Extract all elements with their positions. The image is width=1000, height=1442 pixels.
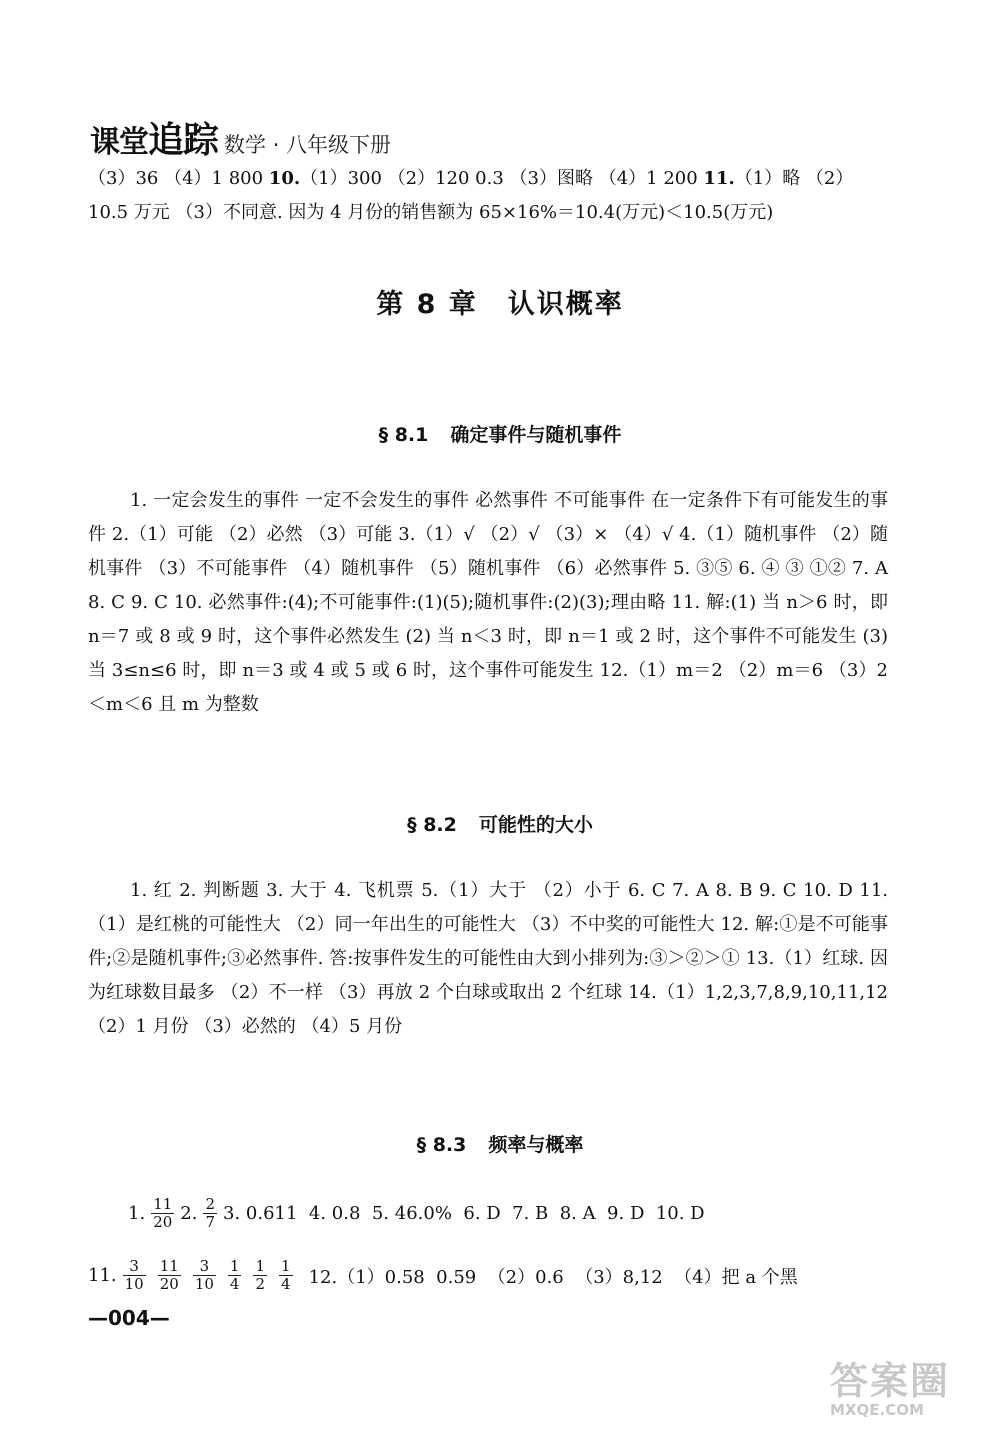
fraction xyxy=(279,1258,293,1293)
chapter-heading xyxy=(0,282,1000,321)
watermark-url: MXQE.COM xyxy=(830,1401,924,1419)
question-number: 11. xyxy=(88,1265,117,1286)
watermark-title: 答案圈 xyxy=(830,1359,951,1403)
fraction-denominator: 2 xyxy=(255,1275,266,1293)
fraction-numerator: 3 xyxy=(193,1258,216,1276)
fraction-denominator: 10 xyxy=(124,1275,144,1293)
section-8-3-line-1 xyxy=(128,1196,908,1231)
fraction-denominator: 4 xyxy=(281,1275,291,1293)
section-title: 确定事件与随机事件 xyxy=(450,424,622,446)
fraction-numerator: 11 xyxy=(153,1195,173,1213)
brand-text-a: 课堂 xyxy=(90,125,148,160)
section-8-1-answers: 1. 一定会发生的事件 一定不会发生的事件 必然事件 不可能事件 在一定条件下有可能发生的事件 2.（1）可能 （2）必然 （3）可能 3.（1）√ （2）√ （3）× （4）√ 4.（1）随机事件 （2）随机事件 （3）不可能事件 （4）随机事件 （5）随机事件 （6）必然事件 5. ③⑤ 6. ④ ③ ①② 7. A 8. C 9. C 10. 必然事件:(4);不可能事件:(1)(5);随机事件:(2)(3);理由略 11. 解:(1) 当 n＞6 时，即 n＝7 或 8 或 9 时，这个事件必然发生 (2) 当 n＜3 时，即 n＝1 或 2 时，这个事件不可能发生 (3) 当 3≤n≤6 时，即 n＝3 或 4 或 5 或 6 时，这个事件可能发生 12.（1）m＝2 （2）m＝6 （3）2＜m＜6 且 m 为整数 xyxy=(88,490,888,715)
fraction-numerator: 3 xyxy=(123,1258,146,1276)
fraction-numerator: 2 xyxy=(205,1195,216,1213)
fraction-numerator: 1 xyxy=(229,1257,240,1275)
fraction xyxy=(123,1258,146,1293)
fraction xyxy=(193,1258,216,1293)
question-number: 11. xyxy=(703,168,735,189)
question-number: 2. xyxy=(180,1203,198,1224)
fraction-numerator: 1 xyxy=(255,1257,266,1275)
fraction xyxy=(253,1258,267,1293)
answers-text: 12.（1）0.58 0.59 （2）0.6 （3）8,12 （4）把 a 个黑 xyxy=(308,1266,798,1288)
fraction xyxy=(228,1258,242,1293)
chapter-title: 认识概率 xyxy=(507,289,624,320)
fraction-denominator: 20 xyxy=(153,1213,173,1231)
question-number: 1. xyxy=(128,1203,146,1224)
intro-text-a: （3）36 （4）1 800 xyxy=(88,168,269,189)
section-number: § 8.2 xyxy=(407,814,457,836)
section-heading-8-1 xyxy=(0,420,1000,447)
fraction-denominator: 4 xyxy=(229,1275,240,1293)
section-heading-8-2 xyxy=(0,810,1000,837)
fraction-denominator: 7 xyxy=(205,1213,216,1231)
intro-answers xyxy=(88,162,888,230)
question-number: 10. xyxy=(268,168,301,189)
fraction-denominator: 10 xyxy=(194,1275,214,1293)
section-number: § 8.1 xyxy=(378,424,429,446)
section-title: 可能性的大小 xyxy=(478,814,593,836)
intro-text-b: （1）300 （2）120 0.3 （3）图略 （4）1 200 xyxy=(300,168,704,189)
intro-text-c: （1）略 （2） xyxy=(734,168,854,189)
section-number: § 8.3 xyxy=(416,1134,467,1156)
subject-title: 数学 · 八年级下册 xyxy=(224,133,392,157)
page-number: —004— xyxy=(88,1306,170,1330)
book-header xyxy=(90,112,391,163)
intro-text-line2: 10.5 万元 （3）不同意. 因为 4 月份的销售额为 65×16%＝10.4(万元)＜10.5(万元) xyxy=(88,202,774,223)
section-8-2-answers: 1. 红 2. 判断题 3. 大于 4. 飞机票 5.（1）大于 （2）小于 6. C 7. A 8. B 9. C 10. D 11.（1）是红桃的可能性大 （2）同一年出生的可能性大 （3）不中奖的可能性大 12. 解:①是不可能事件;②是随机事件;③必然事件. 答:按事件发生的可能性由大到小排列为:③＞②＞① 13.（1）红球. 因为红球数目最多 （2）不一样 （3）再放 2 个白球或取出 2 个红球 14.（1）1,2,3,7,8,9,10,11,12 （2）1 月份 （3）必然的 （4）5 月份 xyxy=(88,880,888,1037)
brand-logo xyxy=(90,112,218,163)
fraction xyxy=(151,1196,174,1231)
chapter-number: 第 8 章 xyxy=(376,289,478,320)
brand-text-b: 追踪 xyxy=(148,120,219,161)
section-8-3-line-2 xyxy=(88,1258,908,1293)
fraction xyxy=(203,1196,217,1231)
fraction-denominator: 20 xyxy=(159,1275,179,1293)
watermark-logo xyxy=(830,1350,990,1435)
section-heading-8-3 xyxy=(0,1130,1000,1157)
answers-text: 3. 0.611 4. 0.8 5. 46.0% 6. D 7. B 8. A 9. D 10. D xyxy=(223,1203,705,1224)
fraction-numerator: 11 xyxy=(159,1257,179,1275)
fraction-numerator: 1 xyxy=(281,1257,291,1275)
section-title: 频率与概率 xyxy=(488,1134,584,1156)
fraction xyxy=(158,1258,181,1293)
